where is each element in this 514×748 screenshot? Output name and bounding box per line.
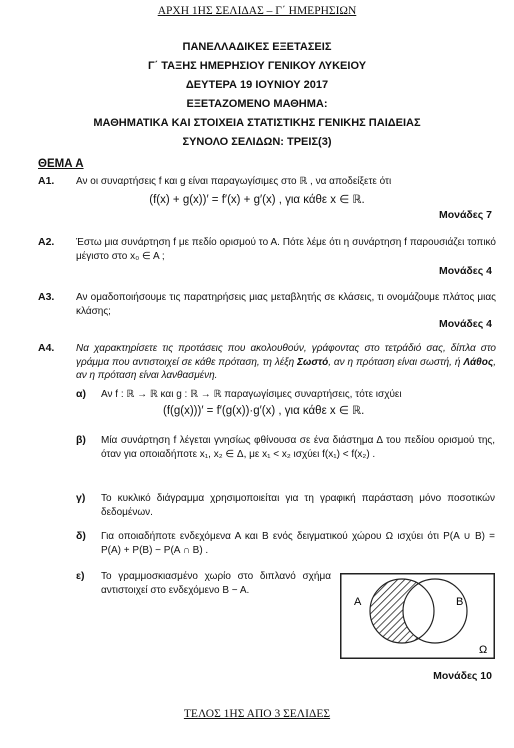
question-a2-text: Έστω μια συνάρτηση f με πεδίο ορισμού το Α. Πότε λέμε ότι η συνάρτηση f παρουσιάζει τοπικό μέγιστο στο x₀ ∈ A ; <box>76 237 496 262</box>
question-a1-number: Α1. <box>38 175 55 187</box>
question-a4-number: Α4. <box>38 342 55 354</box>
question-a3-units: Μονάδες 4 <box>438 318 492 330</box>
item-e-text: Το γραμμοσκιασμένο χωρίο στο διπλανό σχήμα αντιστοιχεί στο ενδεχόμενο Β − Α. <box>101 571 331 596</box>
item-d-label: δ) <box>76 530 86 542</box>
item-b-label: β) <box>76 434 86 446</box>
exam-date: ΔΕΥΤΕΡΑ 19 ΙΟΥΝΙΟΥ 2017 <box>185 79 329 91</box>
question-a1-formula: (f(x) + g(x))′ = f′(x) + g′(x) , για κάθε x ∈ ℝ. <box>149 194 365 206</box>
page-header-top: ΑΡΧΗ 1ΗΣ ΣΕΛΙΔΑΣ – Γ΄ ΗΜΕΡΗΣΙΩΝ <box>157 5 357 17</box>
item-a-label: α) <box>76 388 86 400</box>
question-a3-number: Α3. <box>38 291 55 303</box>
exam-class: Γ΄ ΤΑΞΗΣ ΗΜΕΡΗΣΙΟΥ ΓΕΝΙΚΟΥ ΛΥΚΕΙΟΥ <box>147 60 367 72</box>
question-a1-units: Μονάδες 7 <box>438 209 492 221</box>
item-d-text: Για οποιαδήποτε ενδεχόμενα Α και Β ενός δειγματικού χώρου Ω ισχύει ότι P(A ∪ B) = P(A) + P(B) − P(A ∩ B) . <box>101 531 495 556</box>
question-a4-intro-part3: , αν η πρόταση είναι λανθασμένη. <box>76 356 496 381</box>
question-a4-intro-part2: , αν η πρόταση είναι σωστή, ή <box>328 356 464 368</box>
set-a-label: A <box>354 596 362 608</box>
page-count: ΣΥΝΟΛΟ ΣΕΛΙΔΩΝ: ΤΡΕΙΣ(3) <box>182 136 332 148</box>
question-a4-intro <box>76 342 496 383</box>
exam-title: ΠΑΝΕΛΛΑΔΙΚΕΣ ΕΞΕΤΑΣΕΙΣ <box>182 41 332 53</box>
exam-subject: ΜΑΘΗΜΑΤΙΚΑ ΚΑΙ ΣΤΟΙΧΕΙΑ ΣΤΑΤΙΣΤΙΚΗΣ ΓΕΝΙΚΗΣ ΠΑΙΔΕΙΑΣ <box>93 117 421 129</box>
question-a3-text: Αν ομαδοποιήσουμε τις παρατηρήσεις μιας μεταβλητής σε κλάσεις, τι ονομάζουμε πλάτος μιας κλάσης; <box>76 292 496 317</box>
word-false: Λάθος <box>463 356 494 368</box>
item-e-label: ε) <box>76 570 85 582</box>
question-a1-text: Αν οι συναρτήσεις f και g είναι παραγωγίσιμες στο ℝ , να αποδείξετε ότι <box>76 176 392 187</box>
question-a4-intro-part1: Να χαρακτηρίσετε τις προτάσεις που ακολουθούν, γράφοντας στο τετράδιό σας, δίπλα στο γράμμα που αντιστοιχεί σε κάθε πρόταση, τη λέξη <box>76 343 496 368</box>
item-c-text: Το κυκλικό διάγραμμα χρησιμοποιείται για τη γραφική παράσταση μόνο ποσοτικών δεδομένων. <box>101 493 495 518</box>
set-b-label: B <box>456 596 464 608</box>
omega-label: Ω <box>479 644 488 656</box>
item-a-formula: (f(g(x)))′ = f′(g(x))·g′(x) , για κάθε x ∈ ℝ. <box>163 405 365 417</box>
section-title: ΘΕΜΑ Α <box>38 158 84 170</box>
question-a2-number: Α2. <box>38 236 55 248</box>
page-footer: ΤΕΛΟΣ 1ΗΣ ΑΠΟ 3 ΣΕΛΙΔΕΣ <box>183 708 331 720</box>
question-a2-units: Μονάδες 4 <box>438 265 492 277</box>
item-b-text: Μία συνάρτηση f λέγεται γνησίως φθίνουσα σε ένα διάστημα Δ του πεδίου ορισμού της, όταν για οποιαδήποτε x₁, x₂ ∈ Δ, με x₁ < x₂ ισχύει f(x₁) < f(x₂) . <box>101 435 495 460</box>
word-true: Σωστό <box>297 356 329 368</box>
exam-subject-label: ΕΞΕΤΑΖΟΜΕΝΟ ΜΑΘΗΜΑ: <box>186 98 328 110</box>
question-a4-units: Μονάδες 10 <box>433 670 492 682</box>
venn-diagram <box>340 573 495 659</box>
item-a-text: Αν f : ℝ → ℝ και g : ℝ → ℝ παραγωγίσιμες συναρτήσεις, τότε ισχύει <box>101 389 402 400</box>
item-c-label: γ) <box>76 492 86 504</box>
